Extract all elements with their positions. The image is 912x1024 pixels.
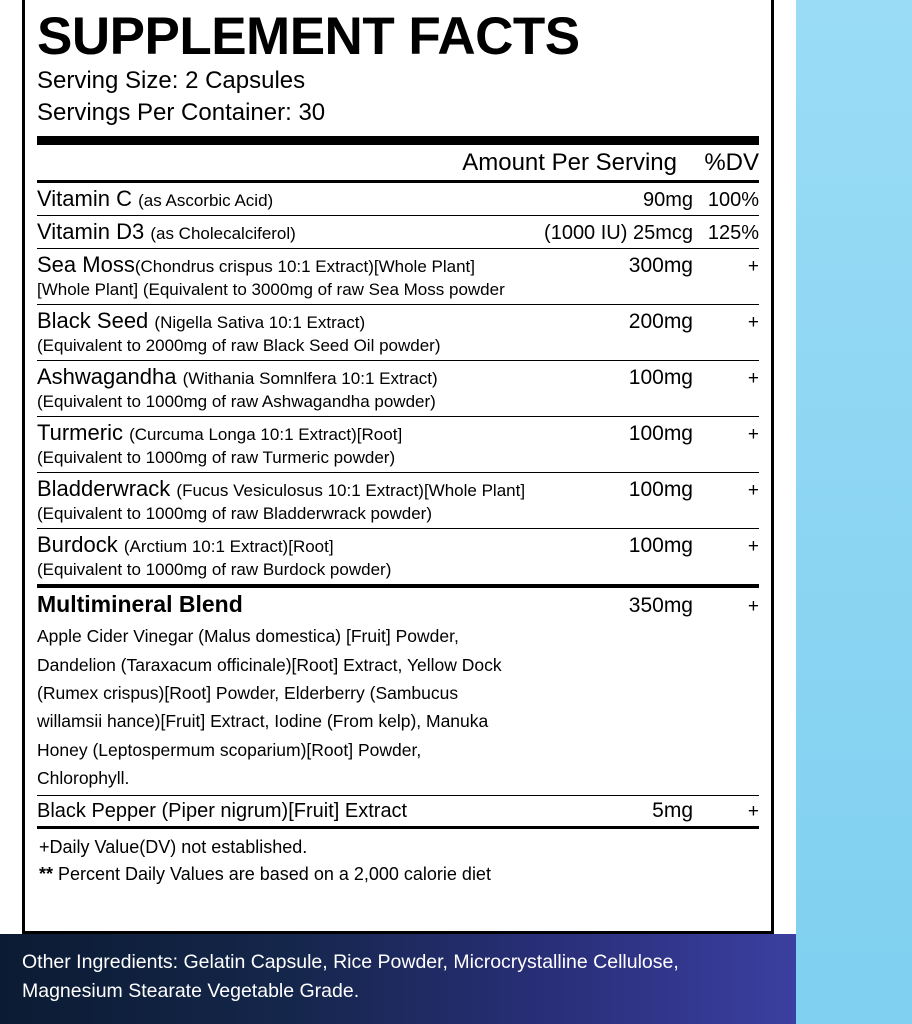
footnotes: [37, 829, 759, 886]
blend-ingredients: [37, 618, 759, 792]
blend-amount: 350mg: [628, 594, 693, 618]
page-title: SUPPLEMENT FACTS: [37, 7, 580, 66]
table-header: [37, 145, 759, 180]
table-row: [37, 249, 759, 304]
nutrient-title: Bladderwrack: [37, 476, 171, 502]
nutrient-name: [37, 186, 523, 212]
nutrient-subtitle: (Chondrus crispus 10:1 Extract)[Whole Plant]: [134, 256, 475, 276]
nutrient-subtitle: (Fucus Vesiculosus 10:1 Extract)[Whole Plant]: [176, 481, 526, 501]
nutrient-amount: 100mg: [628, 422, 693, 446]
nutrient-title: Sea Moss: [37, 251, 135, 277]
blend-line: Honey (Leptospermum scoparium)[Root] Powder,: [37, 739, 422, 760]
table-row: [37, 183, 759, 215]
other-ingredients-band: [0, 934, 796, 1024]
nutrient-equivalent: (Equivalent to 1000mg of raw Ashwagandha powder): [37, 391, 436, 411]
nutrient-dv: 100%: [707, 188, 759, 211]
nutrient-title: Vitamin C: [37, 185, 132, 211]
supplement-facts-box: [22, 0, 774, 934]
nutrient-dv: +: [747, 801, 759, 823]
nutrient-title: Turmeric: [37, 420, 123, 446]
nutrient-name: [37, 420, 577, 446]
table-row: [37, 529, 759, 584]
other-ingredients-line-1: Other Ingredients: Gelatin Capsule, Rice Powder, Microcrystalline Cellulose,: [22, 951, 679, 973]
nutrient-name: [37, 532, 577, 558]
nutrient-subtitle: (Nigella Sativa 10:1 Extract): [154, 312, 366, 332]
table-row: [37, 305, 759, 360]
nutrient-amount: 90mg: [642, 188, 693, 211]
nutrient-title: Black Seed: [37, 307, 149, 333]
nutrient-amount: 100mg: [628, 365, 693, 389]
nutrient-amount: 5mg: [652, 799, 693, 823]
blend-dv: +: [747, 596, 759, 618]
footnote-asterisks: **: [39, 863, 54, 884]
background-strip: [796, 0, 912, 1024]
other-ingredients-line-2: Magnesium Stearate Vegetable Grade.: [22, 980, 360, 1003]
nutrient-title: Burdock: [37, 532, 118, 558]
nutrient-subtitle: (Withania Somnlfera 10:1 Extract): [182, 368, 438, 388]
nutrient-title: Vitamin D3: [37, 218, 145, 244]
nutrient-name: Black Pepper (Piper nigrum)[Fruit] Extract: [37, 800, 408, 823]
nutrient-equivalent: (Equivalent to 1000mg of raw Bladderwrack powder): [37, 504, 432, 524]
blend-line: Chlorophyll.: [37, 768, 130, 789]
nutrient-dv: 125%: [707, 221, 759, 244]
nutrient-subtitle: (as Cholecalciferol): [150, 223, 296, 243]
blend-line: Apple Cider Vinegar (Malus domestica) [Fruit] Powder,: [37, 626, 459, 647]
nutrient-dv: +: [747, 311, 759, 333]
serving-size: Serving Size: 2 Capsules: [37, 67, 306, 94]
nutrient-amount: (1000 IU) 25mcg: [544, 221, 693, 244]
footnote-daily-value: +Daily Value(DV) not established.: [39, 837, 308, 858]
column-header-amount: Amount Per Serving: [462, 148, 677, 176]
nutrient-dv: +: [747, 367, 759, 389]
nutrient-amount: 300mg: [628, 253, 693, 277]
footnote-calorie-text: Percent Daily Values are based on a 2,000 calorie diet: [53, 863, 491, 884]
nutrient-amount: 200mg: [628, 309, 693, 333]
table-row: [37, 796, 759, 826]
nutrient-dv: +: [747, 255, 759, 277]
nutrient-name: [37, 252, 577, 278]
nutrient-name: [37, 308, 577, 334]
nutrient-dv: +: [747, 424, 759, 446]
nutrient-equivalent: [Whole Plant] (Equivalent to 3000mg of raw Sea Moss powder: [37, 279, 505, 299]
nutrient-equivalent: (Equivalent to 2000mg of raw Black Seed Oil powder): [37, 335, 441, 355]
nutrient-equivalent: (Equivalent to 1000mg of raw Turmeric powder): [37, 448, 396, 468]
nutrient-dv: +: [747, 536, 759, 558]
table-row: [37, 417, 759, 472]
column-header-dv: %DV: [704, 148, 759, 176]
table-row: [37, 361, 759, 416]
table-row: [37, 216, 759, 248]
table-row: [37, 473, 759, 528]
nutrient-subtitle: (Curcuma Longa 10:1 Extract)[Root]: [129, 425, 403, 445]
blend-title: Multimineral Blend: [37, 591, 243, 618]
blend-line: willamsii hance)[Fruit] Extract, Iodine (From kelp), Manuka: [37, 711, 489, 732]
footnote-calorie-diet: [39, 861, 759, 887]
nutrient-amount: 100mg: [628, 478, 693, 502]
nutrient-equivalent: (Equivalent to 1000mg of raw Burdock powder): [37, 560, 392, 580]
blend-line: (Rumex crispus)[Root] Powder, Elderberry (Sambucus: [37, 683, 459, 704]
nutrient-subtitle: (Arctium 10:1 Extract)[Root]: [123, 537, 334, 557]
nutrient-amount: 100mg: [628, 534, 693, 558]
nutrient-name: [37, 219, 523, 245]
nutrient-name: [37, 364, 577, 390]
nutrient-dv: +: [747, 480, 759, 502]
blend-line: Dandelion (Taraxacum officinale)[Root] Extract, Yellow Dock: [37, 654, 502, 675]
multimineral-blend-row: [37, 588, 759, 795]
divider-thick: [37, 136, 759, 145]
nutrient-name: [37, 476, 577, 502]
nutrient-subtitle: (as Ascorbic Acid): [138, 190, 274, 210]
nutrient-title: Ashwagandha: [37, 363, 177, 389]
servings-per-container: Servings Per Container: 30: [37, 99, 326, 127]
